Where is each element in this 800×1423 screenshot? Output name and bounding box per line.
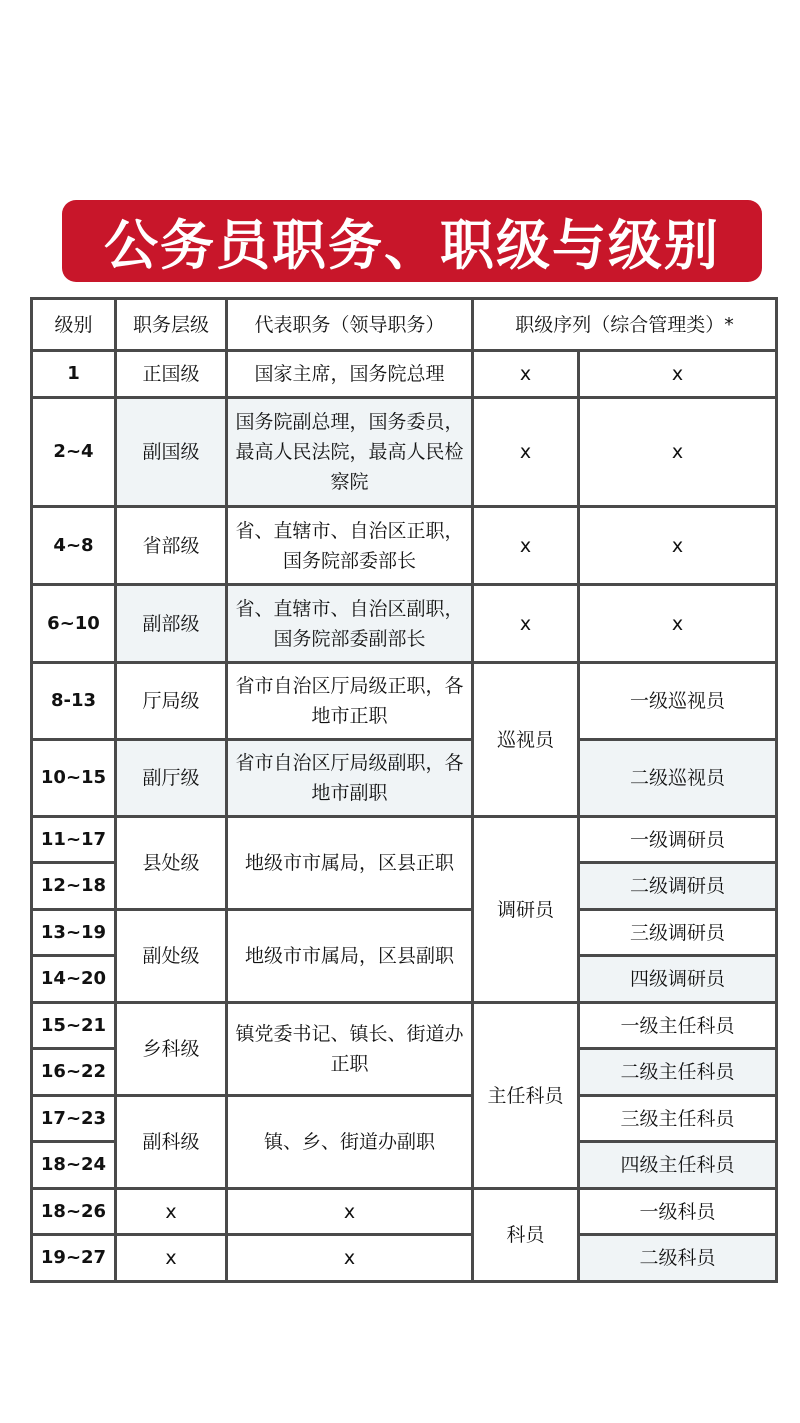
- rank-cell: 四级调研员: [579, 956, 777, 1003]
- duty-cell: 镇、乡、街道办副职: [227, 1096, 473, 1189]
- duty-cell: 国务院副总理，国务委员，最高人民法院，最高人民检察院: [227, 398, 473, 507]
- rank-group-cell: x: [473, 585, 579, 663]
- tier-cell: 副处级: [116, 910, 227, 1003]
- tier-cell: 副科级: [116, 1096, 227, 1189]
- rank-cell: 四级主任科员: [579, 1142, 777, 1189]
- rank-cell: 三级调研员: [579, 910, 777, 956]
- tier-cell: 副厅级: [116, 740, 227, 817]
- rank-cell: 一级巡视员: [579, 663, 777, 740]
- table-row: [32, 351, 777, 398]
- header-duty: 代表职务（领导职务）: [227, 299, 473, 351]
- level-cell: 18~24: [32, 1142, 116, 1189]
- duty-cell: 地级市市属局，区县副职: [227, 910, 473, 1003]
- tier-cell: 省部级: [116, 507, 227, 585]
- duty-cell: 国家主席，国务院总理: [227, 351, 473, 398]
- rank-cell: 二级巡视员: [579, 740, 777, 817]
- rank-group-cell: x: [473, 398, 579, 507]
- rank-group-diaoyan: 调研员: [473, 817, 579, 1003]
- table-row: [32, 1096, 777, 1142]
- duty-cell: 省、直辖市、自治区正职，国务院部委部长: [227, 507, 473, 585]
- table-row: [32, 1003, 777, 1049]
- table-row: [32, 507, 777, 585]
- rank-cell: x: [579, 398, 777, 507]
- header-level: 级别: [32, 299, 116, 351]
- level-cell: 6~10: [32, 585, 116, 663]
- level-cell: 15~21: [32, 1003, 116, 1049]
- rank-cell: 一级科员: [579, 1189, 777, 1235]
- duty-cell: 地级市市属局，区县正职: [227, 817, 473, 910]
- table-row: [32, 663, 777, 740]
- tier-cell: x: [116, 1189, 227, 1235]
- table-row: [32, 817, 777, 863]
- level-cell: 19~27: [32, 1235, 116, 1282]
- tier-cell: x: [116, 1235, 227, 1282]
- duty-cell: 省市自治区厅局级副职，各地市副职: [227, 740, 473, 817]
- level-cell: 18~26: [32, 1189, 116, 1235]
- tier-cell: 副部级: [116, 585, 227, 663]
- level-cell: 10~15: [32, 740, 116, 817]
- rank-cell: 二级调研员: [579, 863, 777, 910]
- duty-cell: 镇党委书记、镇长、街道办正职: [227, 1003, 473, 1096]
- level-cell: 13~19: [32, 910, 116, 956]
- tier-cell: 正国级: [116, 351, 227, 398]
- level-cell: 14~20: [32, 956, 116, 1003]
- rank-cell: 二级科员: [579, 1235, 777, 1282]
- page-title: 公务员职务、职级与级别: [104, 213, 720, 277]
- rank-group-cell: x: [473, 507, 579, 585]
- rank-group-keyuan: 科员: [473, 1189, 579, 1282]
- table-row: [32, 1189, 777, 1235]
- rank-cell: x: [579, 585, 777, 663]
- header-row: [32, 299, 777, 351]
- table-row: [32, 398, 777, 507]
- rank-group-zhuren: 主任科员: [473, 1003, 579, 1189]
- level-cell: 8-13: [32, 663, 116, 740]
- rank-group-xunshi: 巡视员: [473, 663, 579, 817]
- title-banner: [62, 200, 762, 282]
- rank-cell: 三级主任科员: [579, 1096, 777, 1142]
- table-row: [32, 740, 777, 817]
- table-row: [32, 910, 777, 956]
- level-cell: 17~23: [32, 1096, 116, 1142]
- duty-cell: x: [227, 1189, 473, 1235]
- rank-cell: 二级主任科员: [579, 1049, 777, 1096]
- tier-cell: 县处级: [116, 817, 227, 910]
- tier-cell: 副国级: [116, 398, 227, 507]
- table-row: [32, 585, 777, 663]
- tier-cell: 乡科级: [116, 1003, 227, 1096]
- rank-table: [30, 297, 778, 1283]
- level-cell: 12~18: [32, 863, 116, 910]
- rank-cell: 一级调研员: [579, 817, 777, 863]
- table-row: [32, 1235, 777, 1282]
- header-rank: 职级序列（综合管理类）*: [473, 299, 777, 351]
- duty-cell: 省市自治区厅局级正职，各地市正职: [227, 663, 473, 740]
- level-cell: 11~17: [32, 817, 116, 863]
- duty-cell: x: [227, 1235, 473, 1282]
- level-cell: 2~4: [32, 398, 116, 507]
- rank-cell: 一级主任科员: [579, 1003, 777, 1049]
- duty-cell: 省、直辖市、自治区副职，国务院部委副部长: [227, 585, 473, 663]
- rank-group-cell: x: [473, 351, 579, 398]
- level-cell: 16~22: [32, 1049, 116, 1096]
- tier-cell: 厅局级: [116, 663, 227, 740]
- level-cell: 1: [32, 351, 116, 398]
- rank-cell: x: [579, 351, 777, 398]
- rank-cell: x: [579, 507, 777, 585]
- level-cell: 4~8: [32, 507, 116, 585]
- header-tier: 职务层级: [116, 299, 227, 351]
